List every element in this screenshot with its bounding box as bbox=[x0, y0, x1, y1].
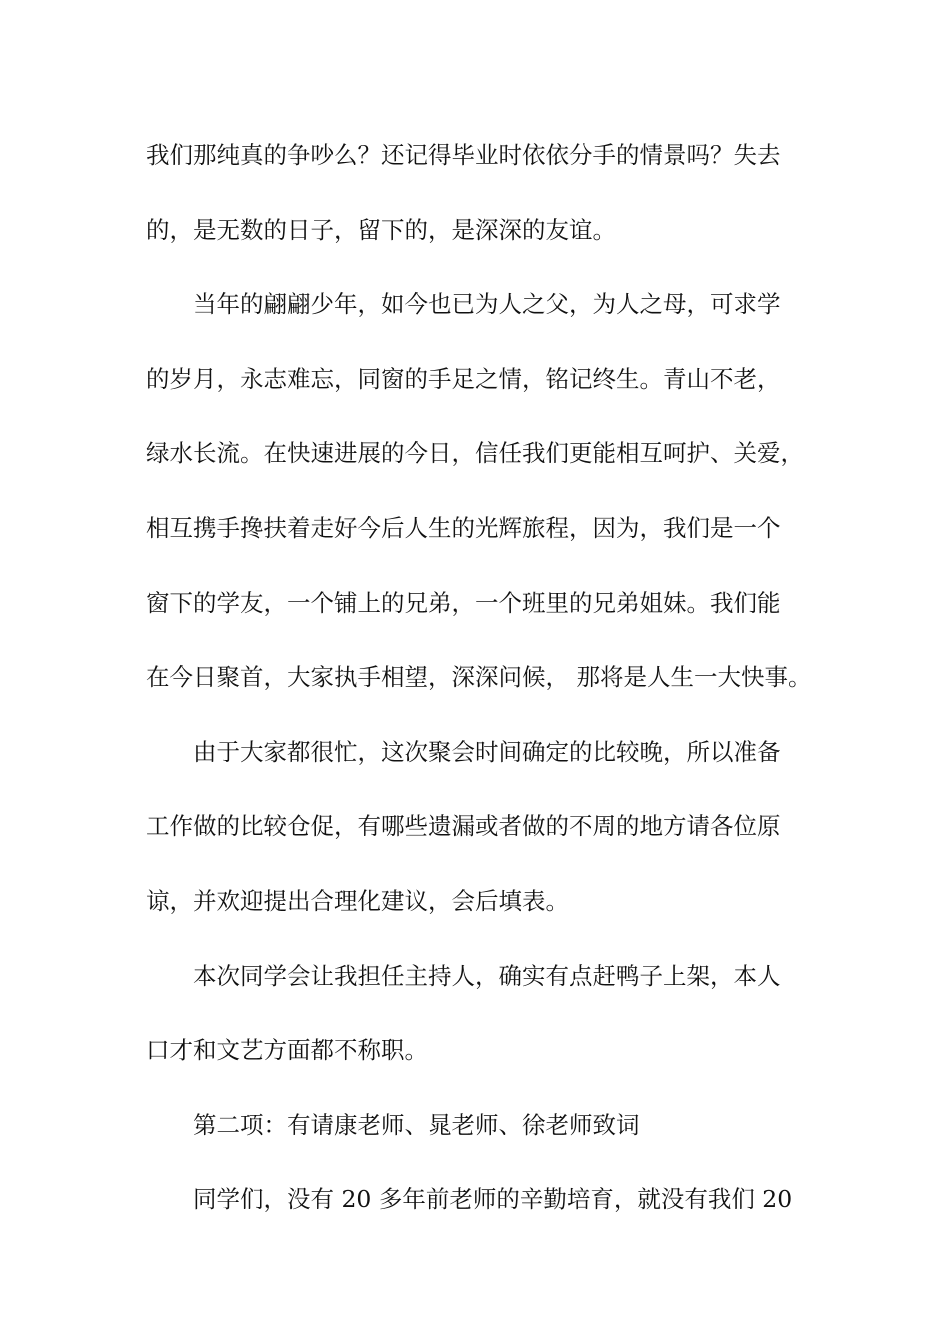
text-line: 口才和文艺方面都不称职。 bbox=[146, 1036, 428, 1065]
text-line: 绿水长流。在快速进展的今日，信任我们更能相互呵护、关爱， bbox=[146, 439, 804, 468]
text-line: 我们那纯真的争吵么？还记得毕业时依依分手的情景吗？失去 bbox=[146, 141, 781, 169]
paragraph-start-line: 本次同学会让我担任主持人，确实有点赶鸭子上架，本人 bbox=[193, 961, 781, 990]
section-heading-line: 第二项：有请康老师、晁老师、徐老师致词 bbox=[193, 1110, 640, 1139]
document-body bbox=[146, 118, 822, 1237]
text-line: 工作做的比较仓促，有哪些遗漏或者做的不周的地方请各位原 bbox=[146, 812, 781, 841]
text-line: 的岁月，永志难忘，同窗的手足之情，铭记终生。青山不老， bbox=[146, 364, 781, 393]
paragraph-start-line: 由于大家都很忙，这次聚会时间确定的比较晚，所以准备 bbox=[193, 737, 781, 766]
text-line: 窗下的学友，一个铺上的兄弟，一个班里的兄弟姐妹。我们能 bbox=[146, 588, 781, 617]
text-line: 相互携手搀扶着走好今后人生的光辉旅程，因为，我们是一个 bbox=[146, 513, 781, 542]
text-line: 在今日聚首，大家执手相望，深深问候， 那将是人生一大快事。 bbox=[146, 663, 812, 692]
paragraph-start-line: 当年的翩翩少年，如今也已为人之父，为人之母，可求学 bbox=[193, 290, 781, 319]
paragraph-start-line: 同学们，没有 20 多年前老师的辛勤培育，就没有我们 20 bbox=[193, 1185, 793, 1214]
text-line: 谅，并欢迎提出合理化建议，会后填表。 bbox=[146, 886, 569, 915]
text-line: 的，是无数的日子，留下的，是深深的友谊。 bbox=[146, 215, 616, 244]
